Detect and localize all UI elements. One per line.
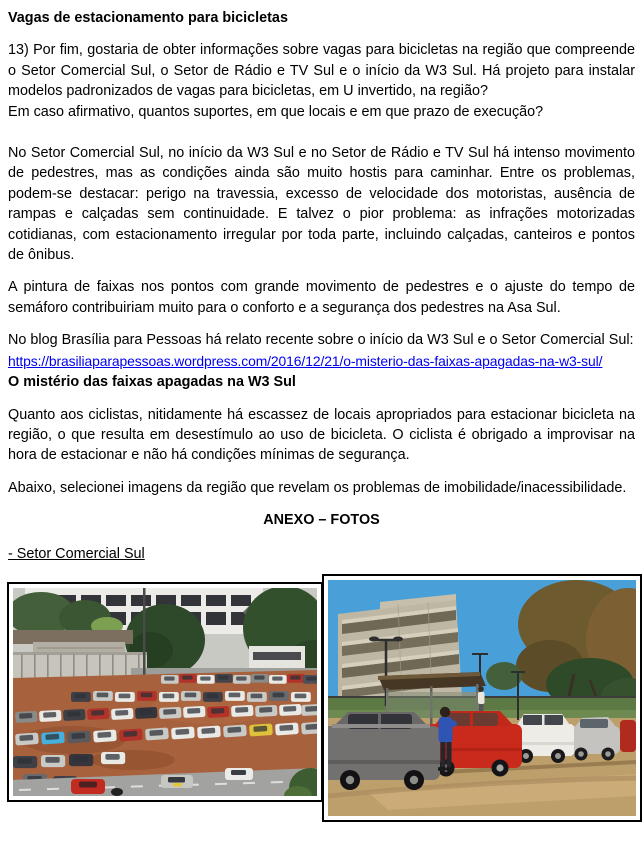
photo-frame-left <box>7 582 323 802</box>
paragraph-pedestrians: No Setor Comercial Sul, no início da W3 Sul e no Setor de Rádio e TV Sul há intenso movimento de pedestres, mas as condições ainda são muito hostis para caminhar. Entre os problemas, podem-se destacar: perigo na travessia, excesso de velocidade dos motoristas, ausência de rampas e calçadas sem continuidade. E talvez o pior problema: as infrações motorizadas cotidianas, com estacionamento irregular por toda parte, incluindo calçadas, canteiros e pontos de ônibus. <box>8 145 635 264</box>
paragraph-blog-intro: No blog Brasília para Pessoas há relato recente sobre o início da W3 Sul e o Setor Comercial Sul: <box>8 332 634 349</box>
section-label-setor-comercial-sul: - Setor Comercial Sul <box>8 545 145 562</box>
paragraph-below: Abaixo, selecionei imagens da região que revelam os problemas de imobilidade/inacessibilidade. <box>8 479 627 496</box>
question-intro: 13) Por fim, gostaria de obter informações sobre vagas para bicicletas na região que compreende o Setor Comercial Sul, o Setor de Rádio e TV Sul e o início da W3 Sul. Há projeto para instalar modelos padronizados de vagas para bicicletas, em U invertido, na região? <box>8 42 635 100</box>
doc-title: Vagas de estacionamento para bicicletas <box>8 10 288 26</box>
blog-post-link[interactable]: https://brasiliaparapessoas.wordpress.com/2016/12/21/o-misterio-das-faixas-apagadas-na-w3-sul/ <box>8 352 603 369</box>
blog-reference-block <box>8 330 635 392</box>
question-followup: Em caso afirmativo, quantos suportes, em que locais e em que prazo de execução? <box>8 103 544 120</box>
annex-heading: ANEXO – FOTOS <box>263 512 380 529</box>
blog-post-title: O mistério das faixas apagadas na W3 Sul <box>8 374 296 391</box>
paragraph-question-13 <box>8 40 635 122</box>
paragraph-crosswalks: A pintura de faixas nos pontos com grande movimento de pedestres e o ajuste do tempo de semáforo contribuiriam muito para o conforto e a segurança dos pedestres na Asa Sul. <box>8 279 635 316</box>
paragraph-cyclists: Quanto aos ciclistas, nitidamente há escassez de locais apropriados para estacionar bicicleta na região, o que resulta em desestímulo ao uso de bicicleta. O ciclista é obrigado a improvisar na hora de estacionar e não há condições mínimas de segurança. <box>8 406 635 464</box>
street-parked-cars-photo <box>328 580 636 816</box>
photo-frame-right <box>322 574 642 822</box>
blog-link-line <box>8 351 635 372</box>
aerial-parking-lot-photo <box>13 588 317 796</box>
annex-photos-row <box>0 573 643 819</box>
